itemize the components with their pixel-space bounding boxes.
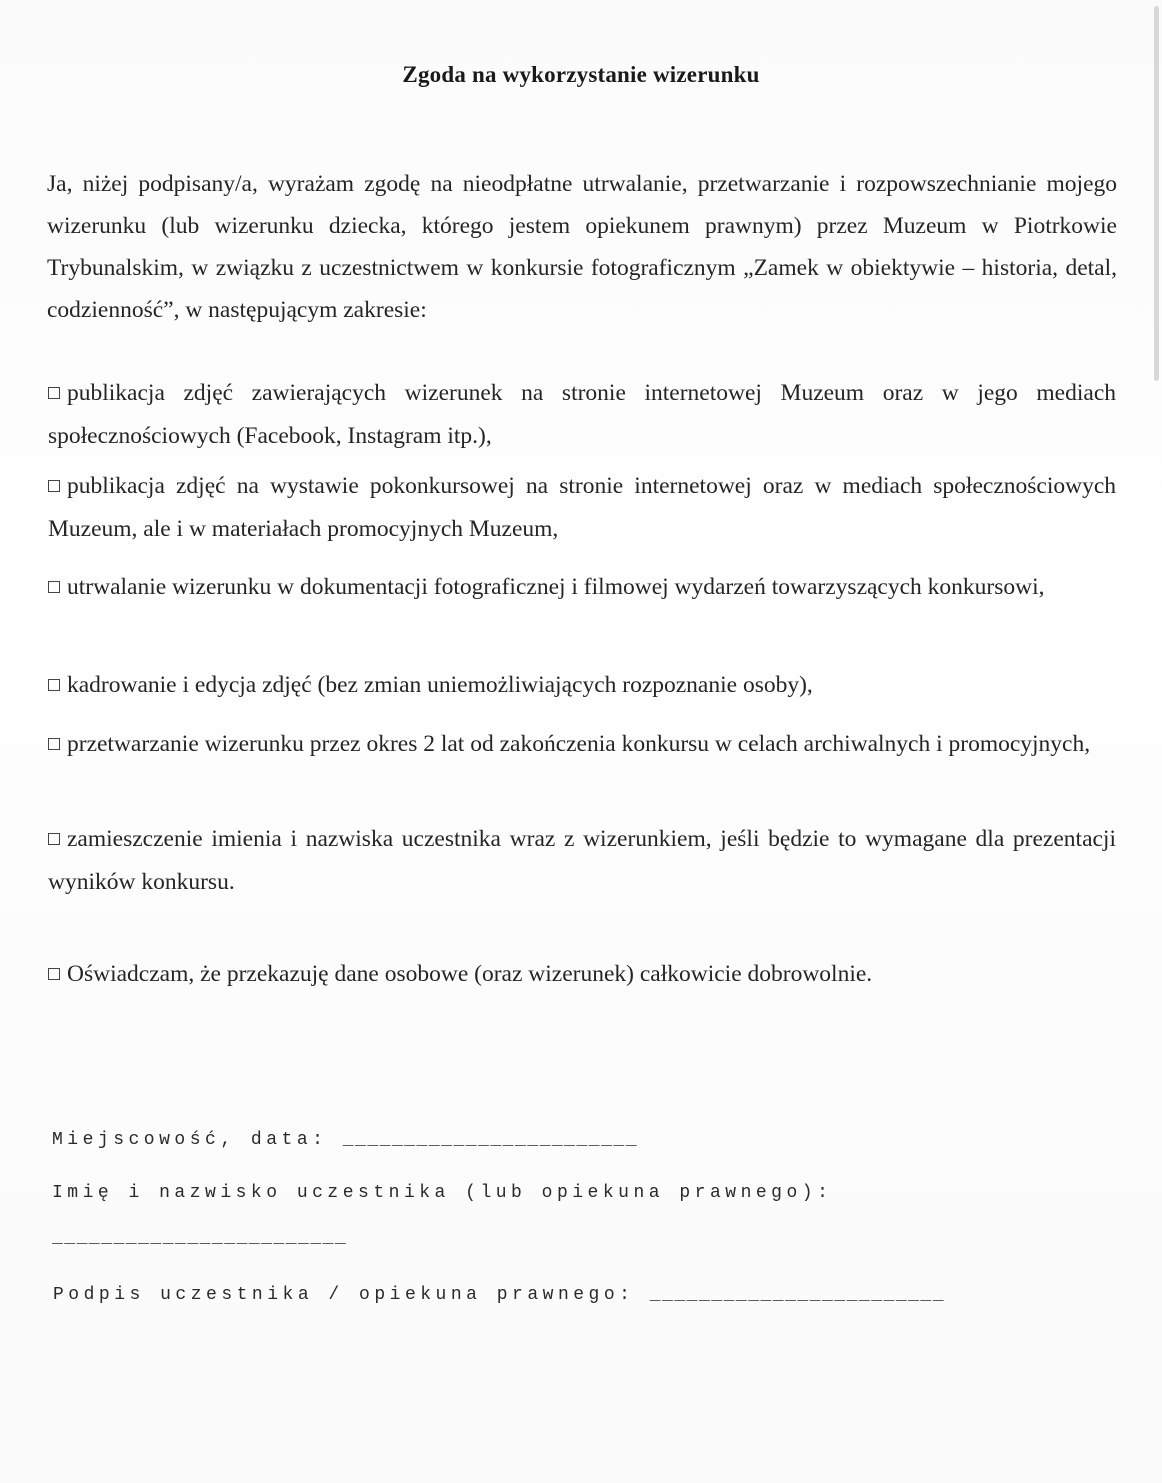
signature-field [53,1285,945,1305]
option-text: utrwalanie wizerunku w dokumentacji fotograficznej i filmowej wydarzeń towarzyszących konkursowi, [67,574,1045,600]
option-item [48,566,1116,609]
declaration-item [48,953,1116,996]
option-item [48,818,1116,904]
place-date-line[interactable]: ________________________ [342,1130,638,1150]
option-text: przetwarzanie wizerunku przez okres 2 lat od zakończenia konkursu w celach archiwalnych i promocyjnych, [67,731,1091,757]
checkbox[interactable] [48,968,60,980]
document-title: Zgoda na wykorzystanie wizerunku [402,62,760,87]
checkbox[interactable] [48,833,60,845]
option-item [48,664,1116,707]
option-text: publikacja zdjęć na wystawie pokonkursowej na stronie internetowej oraz w mediach społecznościowych Muzeum, ale i w materiałach promocyjnych Muzeum, [48,473,1116,542]
checkbox[interactable] [48,581,60,593]
place-date-label: Miejscowość, data: [52,1130,328,1150]
checkbox[interactable] [48,387,60,399]
signature-label: Podpis uczestnika / opiekuna prawnego: [53,1285,635,1305]
option-item [48,723,1116,766]
option-item [48,465,1116,551]
checkbox[interactable] [48,679,60,691]
place-date-field [52,1130,638,1150]
option-text: publikacja zdjęć zawierających wizerunek na stronie internetowej Muzeum oraz w jego mediach społecznościowych (Facebook, Instagram itp.), [48,380,1116,449]
option-item [48,372,1116,458]
checkbox[interactable] [48,738,60,750]
option-text: kadrowanie i edycja zdjęć (bez zmian uniemożliwiających rozpoznanie osoby), [67,672,813,698]
checkbox[interactable] [48,480,60,492]
option-text: zamieszczenie imienia i nazwiska uczestnika wraz z wizerunkiem, jeśli będzie to wymagane dla prezentacji wyników konkursu. [48,826,1116,895]
intro-paragraph: Ja, niżej podpisany/a, wyrażam zgodę na nieodpłatne utrwalanie, przetwarzanie i rozpowszechnianie mojego wizerunku (lub wizerunku dziecka, którego jestem opiekunem prawnym) przez Muzeum w Piotrkowie Trybunalskim, w związku z uczestnictwem w konkursie fotograficznym „Zamek w obiektywie – historia, detal, codzienność”, w następującym zakresie: [47,171,1117,323]
name-field-line[interactable]: ________________________ [52,1228,348,1248]
signature-line[interactable]: ________________________ [649,1285,946,1305]
name-field-label: Imię i nazwisko uczestnika (lub opiekuna prawnego): [52,1183,833,1203]
declaration-text: Oświadczam, że przekazuję dane osobowe (oraz wizerunek) całkowicie dobrowolnie. [67,961,873,987]
